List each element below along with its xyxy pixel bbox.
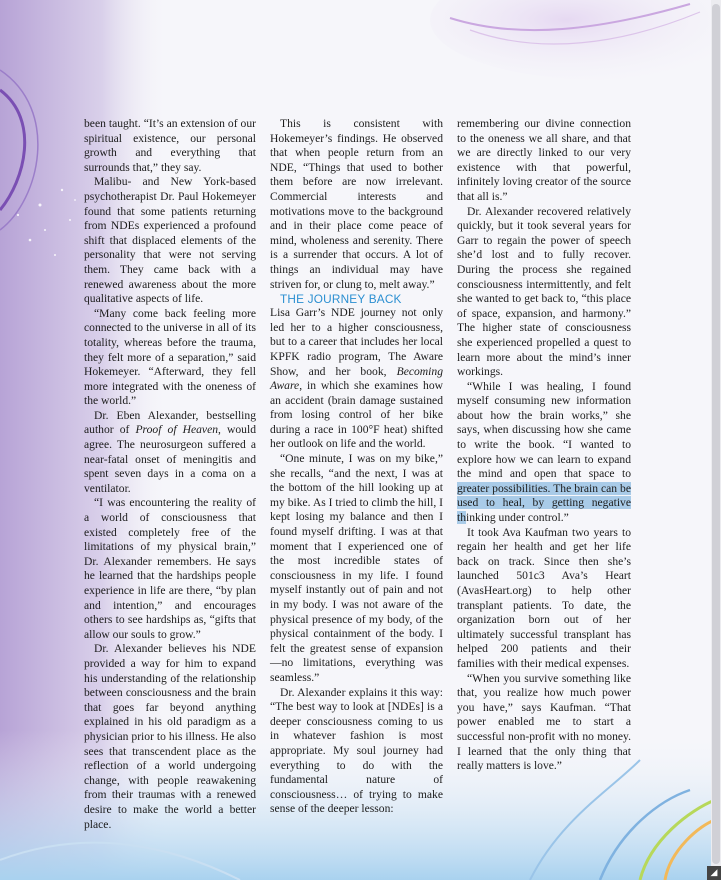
text-run: , in which she examines how an accident (brain damage sustained from losing control of her bike during a race in 100°F heat) shifted her outlook on life and the world. [270, 379, 443, 451]
resize-corner-icon[interactable]: ◢ [707, 866, 721, 880]
article-column-2 [270, 117, 443, 817]
paragraph: “I was encountering the reality of a world of consciousness that existed completely free of the limitations of my physical brain,” Dr. Alexander remembers. He says he learned that the hardships people experience in life are there, “by plan and intention,” and encourages others to see hardships as, “gifts that allow our souls to grow.” [84, 496, 256, 641]
article-column-1 [84, 117, 256, 832]
article-column-3 [457, 117, 631, 774]
scrollbar-thumb[interactable] [712, 4, 720, 864]
text-run: Dr. Eben Alexander, bestselling author of [84, 408, 256, 437]
paragraph [457, 380, 631, 526]
paragraph: “One minute, I was on my bike,” she recalls, “and the next, I was at the bottom of the hill looking up at my bike. As I tried to climb the hill, I kept losing my balance and then I found myself drifting. I was at that moment that I experienced one of the most incredible states of consciousness in my life. I found myself instantly out of pain and not in my body. I was not aware of the physical presence of my body, of the physical containment of the body. I felt the greatest sense of expansion—no limitations, everything was seamless.” [270, 452, 443, 684]
text-run: inking under control.” [466, 511, 569, 525]
paragraph: Malibu- and New York-based psychotherapist Dr. Paul Hokemeyer found that some patients returning from NDEs experienced a profound shift that displaced elements of the personality that were not serving them. They came back with a renewed awareness about the more qualitative aspects of life. [84, 175, 256, 306]
text-run: , would agree. The neurosurgeon suffered a near-fatal onset of meningitis and spent seven days in a coma on a ventilator. [84, 423, 256, 495]
paragraph: Dr. Alexander explains it this way: “The best way to look at [NDEs] is a deeper consciousness coming to us in whatever fashion is most appropriate. My soul journey had everything to do with the fundamental nature of consciousness… of trying to make sense of the deeper lesson: [270, 685, 443, 816]
book-title: Becoming Aware [270, 364, 443, 393]
paragraph [270, 306, 443, 452]
paragraph: “When you survive something like that, you realize how much power you have,” says Kaufman. “That power enabled me to start a successful non-profit with no money. I learned that the only thing that really matters is love.” [457, 671, 631, 773]
text-run: Lisa Garr’s NDE journey not only led her to a higher consciousness, but to a career that includes her local KPFK radio program, The Aware Show, and her book, [270, 306, 443, 378]
paragraph: remembering our divine connection to the oneness we all share, and that we are directly linked to our very existence with that powerful, infinitely loving creator of the source that all is.” [457, 117, 631, 203]
paragraph: This is consistent with Hokemeyer’s findings. He observed that when people return from an NDE, “Things that used to bother them before are now irrelevant. Commercial interests and motivations move to the background and in their place come peace of mind, wholeness and serenity. There is a surrender that occurs. A lot of things an individual may have striven for, or clung to, melt away.” [270, 117, 443, 291]
vertical-scrollbar[interactable] [711, 0, 721, 880]
section-heading: THE JOURNEY BACK [280, 292, 402, 307]
paragraph: been taught. “It’s an extension of our spiritual existence, our personal growth and everything that surrounds that,” they say. [84, 117, 256, 174]
paragraph [84, 409, 256, 497]
paragraph: Dr. Alexander recovered relatively quickly, but it took several years for Garr to regain the power of speech she’d lost and to fully recover. During the process she regained consciousness intermittently, and felt she wanted to get back to, “this place of space, expansion, and harmony.” The higher state of consciousness she experienced propelled a quest to learn more about the mind’s inner workings. [457, 204, 631, 379]
paragraph: “Many come back feeling more connected to the universe in all of its totality, whereas before the trauma, they felt more of a separation,” said Hokemeyer. “Afterward, they fell more integrated with the oneness of the world.” [84, 306, 256, 408]
paragraph: Dr. Alexander believes his NDE provided a way for him to expand his understanding of the relationship between consciousness and the brain that goes far beyond anything explained in his old paradigm as a physician prior to his illness. He also sees that transcendent place as the reflection of a world undergoing change, with people reawakening from their traumas with a renewed desire to make the world a better place. [84, 642, 256, 831]
book-title: Proof of Heaven [135, 423, 219, 437]
selected-text[interactable]: greater possibilities. The brain can be used to heal, by getting negative th [457, 481, 631, 525]
paragraph: It took Ava Kaufman two years to regain her health and get her life back on track. Since then she’s launched 501c3 Ava’s Heart (AvasHeart.org) to help other transplant patients. To date, the organization born out of her ultimately successful transplant has helped 200 patients and their families with their medical expenses. [457, 525, 631, 670]
text-run: “While I was healing, I found myself consuming new information about how the brain works,” she says, when discussing how she came to write the book. “I wanted to explore how we can learn to expand the mind and open that space to [457, 379, 631, 481]
